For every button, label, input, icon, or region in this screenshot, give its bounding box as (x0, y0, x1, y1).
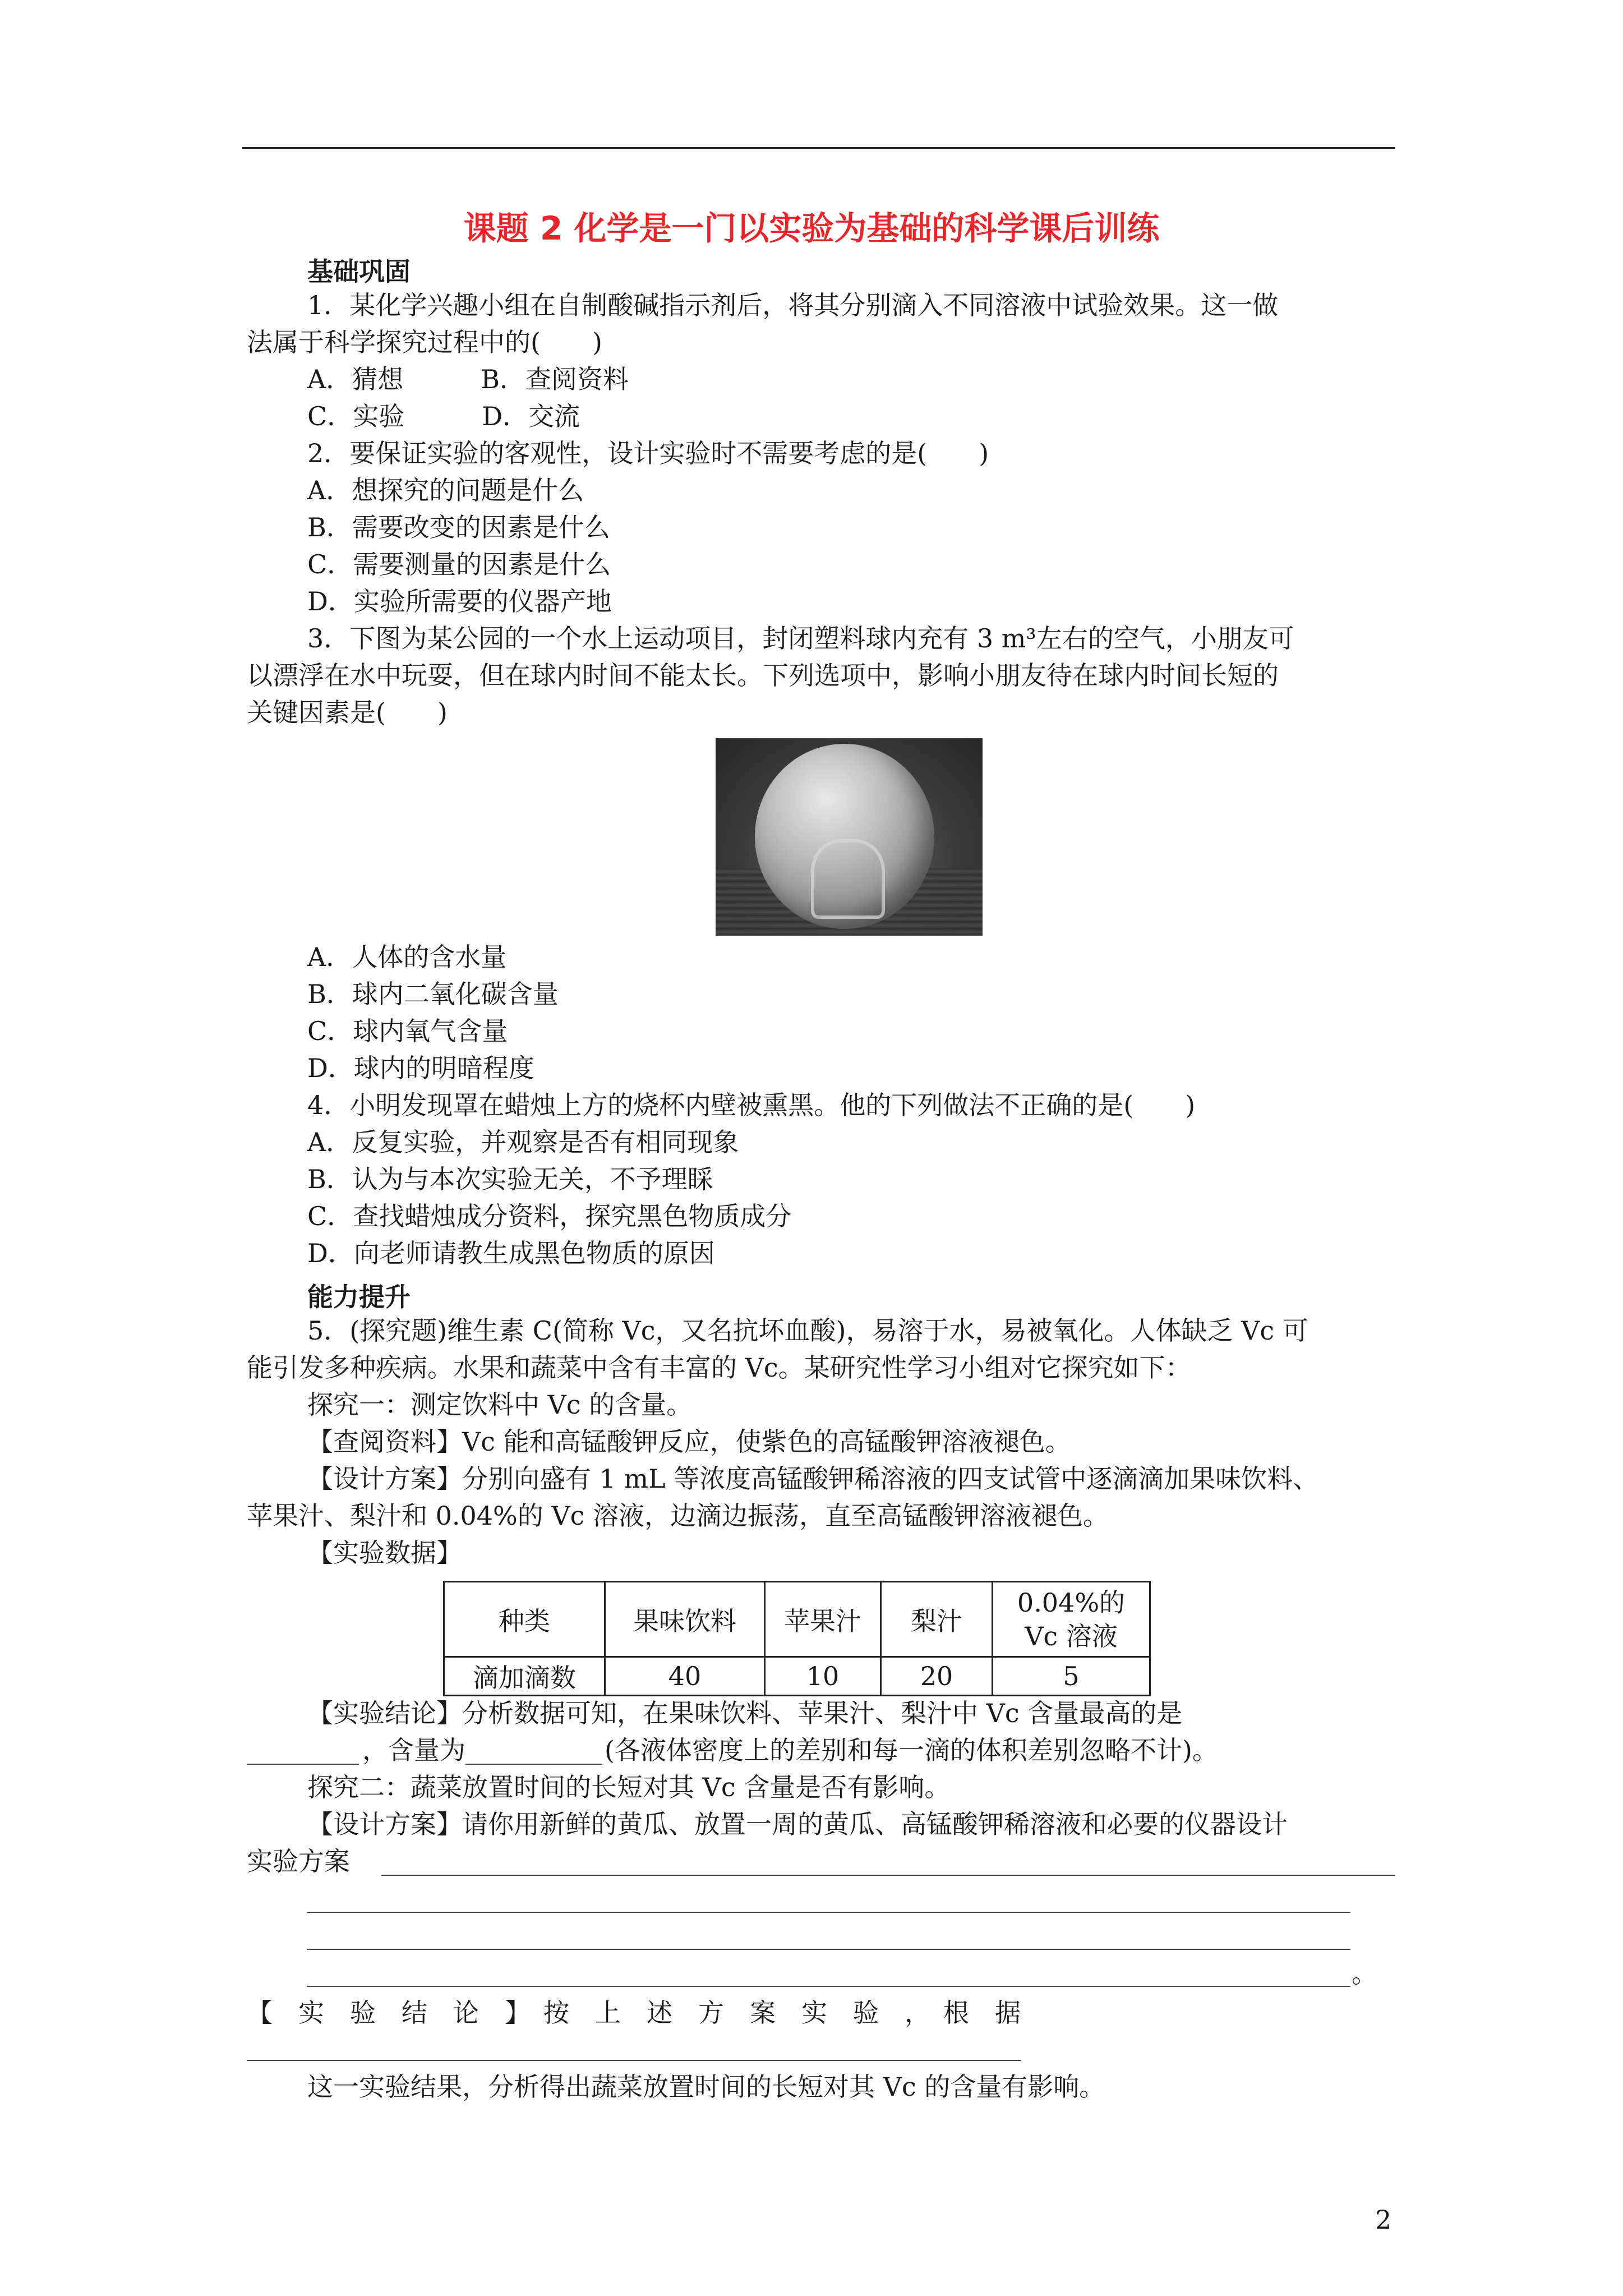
q5-line1: 5．(探究题)维生素 C(简称 Vc，又名抗坏血酸)，易溶于水，易被氧化。人体缺乏 Vc 可 (307, 1315, 1308, 1346)
q3-line3: 关键因素是( ) (247, 697, 448, 728)
table-header-line: Vc 溶液 (1025, 1621, 1118, 1651)
q5-conclusion1-line2: ，含量为 (362, 1735, 465, 1765)
answer-period: 。 (1352, 1958, 1377, 1989)
table-header-row (444, 1582, 1150, 1657)
answer-line[interactable] (307, 1912, 1350, 1913)
q5-plan1-line1: 【设计方案】分别向盛有 1 mL 等浓度高锰酸钾稀溶液的四支试管中逐滴滴加果味饮料、 (307, 1464, 1319, 1494)
q2-stem: 2．要保证实验的客观性，设计实验时不需要考虑的是( ) (307, 438, 989, 468)
section-advanced: 能力提升 (307, 1282, 411, 1312)
q3-option-b: B．球内二氧化碳含量 (307, 979, 559, 1009)
q5-conclusion2-line2: 这一实验结果，分析得出蔬菜放置时间的长短对其 Vc 的含量有影响。 (307, 2072, 1105, 2102)
q3-option-d: D．球内的明暗程度 (307, 1053, 534, 1083)
q3-option-c: C．球内氧气含量 (307, 1016, 508, 1046)
q5-data-label: 【实验数据】 (307, 1538, 462, 1568)
q5-plan2-line1: 【设计方案】请你用新鲜的黄瓜、放置一周的黄瓜、高锰酸钾稀溶液和必要的仪器设计 (307, 1809, 1288, 1839)
page-title: 课题 2 化学是一门以实验为基础的科学课后训练 (463, 209, 1160, 247)
q5-line2: 能引发多种疾病。水果和蔬菜中含有丰富的 Vc。某研究性学习小组对它探究如下： (247, 1352, 1191, 1383)
table-header-line: 0.04%的 (1017, 1587, 1126, 1618)
table-cell: 10 (765, 1657, 881, 1696)
answer-line[interactable] (307, 1949, 1350, 1950)
q4-option-c: C．查找蜡烛成分资料，探究黑色物质成分 (307, 1201, 792, 1231)
q5-explore1: 探究一：测定饮料中 Vc 的含量。 (307, 1389, 693, 1420)
q4-option-d: D．向老师请教生成黑色物质的原因 (307, 1238, 715, 1268)
table-header-cell: 梨汁 (881, 1582, 993, 1657)
answer-line[interactable] (247, 2060, 1021, 2061)
q5-conclusion1-line1: 【实验结论】分析数据可知，在果味饮料、苹果汁、梨汁中 Vc 含量最高的是 (307, 1698, 1183, 1728)
table-header-cell: 苹果汁 (765, 1582, 881, 1657)
q4-stem: 4．小明发现罩在蜡烛上方的烧杯内壁被熏黑。他的下列做法不正确的是( ) (307, 1090, 1196, 1120)
page-number: 2 (1375, 2205, 1392, 2235)
table-row (444, 1657, 1150, 1696)
q5-plan2-line2: 实验方案 (247, 1846, 350, 1876)
water-ball-photo (716, 738, 983, 936)
q5-conclusion1-line3: (各液体密度上的差别和每一滴的体积差别忽略不计)。 (605, 1735, 1218, 1765)
answer-blank[interactable] (465, 1764, 602, 1765)
answer-line[interactable] (381, 1875, 1395, 1876)
q4-option-b: B．认为与本次实验无关，不予理睬 (307, 1164, 713, 1194)
table-header-cell: 果味饮料 (605, 1582, 765, 1657)
q2-option-a: A．想探究的问题是什么 (307, 475, 584, 505)
q2-option-d: D．实验所需要的仪器产地 (307, 586, 612, 616)
q5-conclusion2-label: 【 实 验 结 论 】 按 上 述 方 案 实 验 ， 根 据 (247, 1998, 1021, 2028)
q1-line2: 法属于科学探究过程中的( ) (247, 327, 602, 357)
q3-line2: 以漂浮在水中玩耍，但在球内时间不能太长。下列选项中，影响小朋友待在球内时间长短的 (247, 660, 1279, 691)
child-in-ball (811, 839, 885, 919)
q2-option-c: C．需要测量的因素是什么 (307, 549, 611, 579)
experiment-data-table (443, 1581, 1151, 1696)
answer-line[interactable] (307, 1986, 1350, 1987)
q5-plan1-line2: 苹果汁、梨汁和 0.04%的 Vc 溶液，边滴边振荡，直至高锰酸钾溶液褪色。 (247, 1501, 1109, 1531)
section-basic: 基础巩固 (307, 256, 411, 287)
answer-blank[interactable] (247, 1764, 359, 1765)
q5-explore2: 探究二：蔬菜放置时间的长短对其 Vc 含量是否有影响。 (307, 1772, 951, 1802)
q1-options-ab: A．猜想 B．查阅资料 (307, 364, 629, 394)
q1-options-cd: C．实验 D．交流 (307, 401, 580, 431)
q3-option-a: A．人体的含水量 (307, 942, 507, 972)
q5-reference: 【查阅资料】Vc 能和高锰酸钾反应，使紫色的高锰酸钾溶液褪色。 (307, 1427, 1071, 1457)
table-header-cell: 种类 (444, 1582, 605, 1657)
table-row-label: 滴加滴数 (444, 1657, 605, 1696)
q1-line1: 1．某化学兴趣小组在自制酸碱指示剂后，将其分别滴入不同溶液中试验效果。这一做 (307, 290, 1279, 320)
q3-line1: 3．下图为某公园的一个水上运动项目，封闭塑料球内充有 3 m³左右的空气，小朋友可 (307, 623, 1294, 654)
table-header-cell (993, 1582, 1150, 1657)
table-cell: 40 (605, 1657, 765, 1696)
q4-option-a: A．反复实验，并观察是否有相同现象 (307, 1127, 739, 1157)
table-cell: 5 (993, 1657, 1150, 1696)
q2-option-b: B．需要改变的因素是什么 (307, 512, 610, 542)
header-rule (242, 147, 1395, 149)
table-cell: 20 (881, 1657, 993, 1696)
